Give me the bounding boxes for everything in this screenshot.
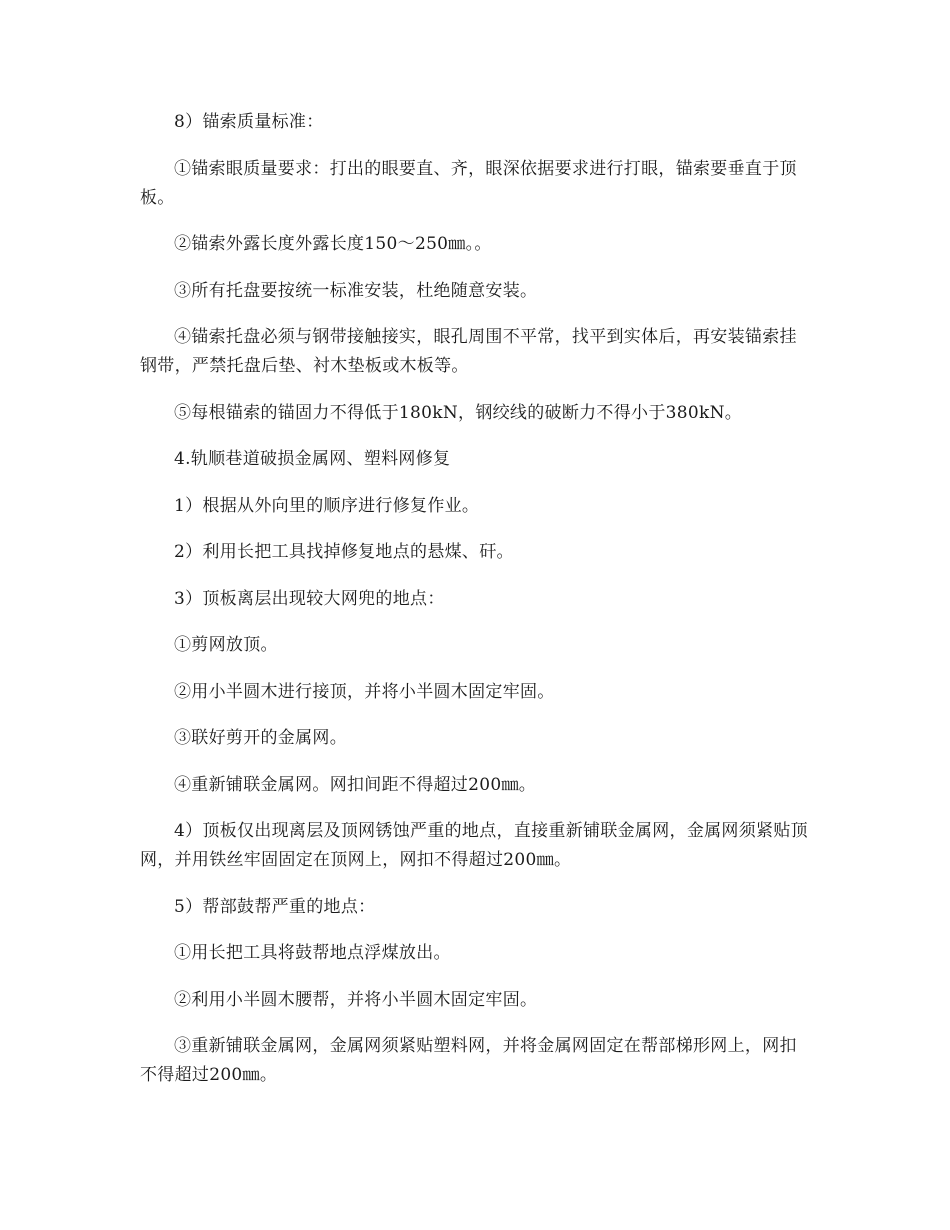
paragraph-join-mesh: ③联好剪开的金属网。 xyxy=(174,728,347,748)
paragraph-anchor-hole-quality: ①锚索眼质量要求：打出的眼要直、齐，眼深依据要求进行打眼，锚索要垂直于顶板。 xyxy=(140,158,797,208)
paragraph-roof-corrosion: 4）顶板仅出现离层及顶网锈蚀严重的地点，直接重新铺联金属网，金属网须紧贴顶网，并用铁丝牢固固定在顶网上，网扣不得超过200㎜。 xyxy=(140,821,808,870)
paragraph-tray-installation: ③所有托盘要按统一标准安装，杜绝随意安装。 xyxy=(174,280,538,301)
paragraph-anchoring-force: ⑤每根锚索的锚固力不得低于180kN，钢绞线的破断力不得小于380kN。 xyxy=(174,402,743,423)
paragraph-roof-separation-heading: 3）顶板离层出现较大网兜的地点： xyxy=(174,588,445,609)
paragraph-remove-loose-coal: 2）利用长把工具找掉修复地点的悬煤、矸。 xyxy=(174,542,514,562)
paragraph-half-round-timber-rib: ②利用小半圆木腰帮，并将小半圆木固定牢固。 xyxy=(174,989,538,1010)
paragraph-relay-mesh: ④重新铺联金属网。网扣间距不得超过200㎜。 xyxy=(174,774,537,795)
paragraph-anchor-cable-quality-heading: 8）锚索质量标准： xyxy=(174,112,324,132)
paragraph-release-float-coal: ①用长把工具将鼓帮地点浮煤放出。 xyxy=(174,943,451,963)
paragraph-repair-order: 1）根据从外向里的顺序进行修复作业。 xyxy=(174,495,480,516)
paragraph-tray-contact: ④锚索托盘必须与钢带接触接实，眼孔周围不平常，找平到实体后，再安装锚索挂钢带，严禁托盘后垫、衬木垫板或木板等。 xyxy=(140,327,797,376)
document-body xyxy=(140,108,812,1108)
paragraph-exposed-length: ②锚索外露长度外露长度150～250㎜。。 xyxy=(174,234,492,254)
paragraph-rib-bulging-heading: 5）帮部鼓帮严重的地点： xyxy=(174,896,376,917)
paragraph-rib-mesh-fix: ③重新铺联金属网，金属网须紧贴塑料网，并将金属网固定在帮部梯形网上，网扣不得超过200㎜。 xyxy=(140,1036,797,1085)
paragraph-half-round-timber-roof: ②用小半圆木进行接顶，并将小半圆木固定牢固。 xyxy=(174,681,555,702)
section-heading-mesh-repair: 4.轨顺巷道破损金属网、塑料网修复 xyxy=(174,449,451,469)
paragraph-cut-mesh: ①剪网放顶。 xyxy=(174,635,278,655)
